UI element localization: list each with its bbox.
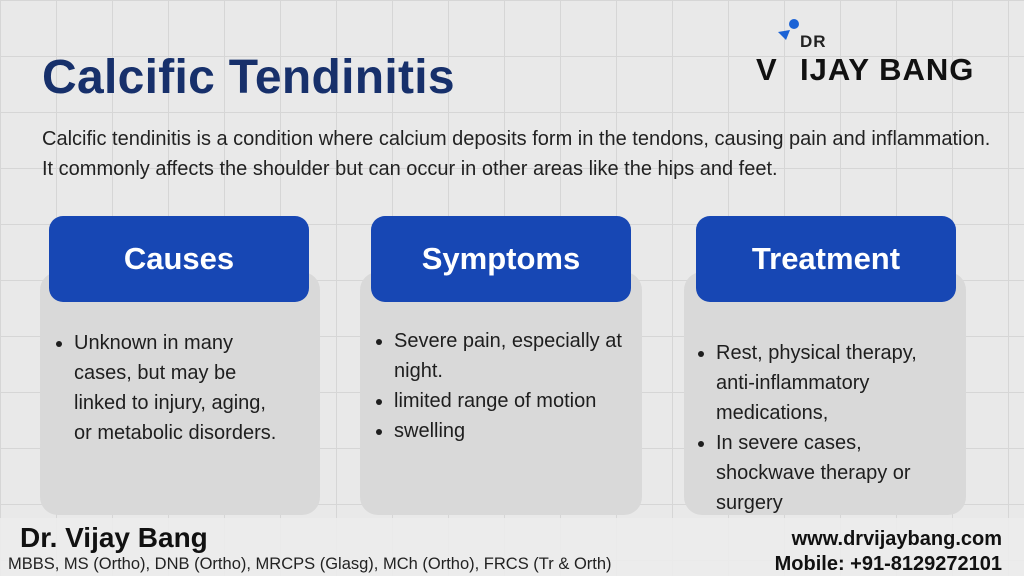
website-link[interactable]: www.drvijaybang.com	[791, 528, 1002, 550]
treatment-card	[684, 272, 966, 515]
treatment-heading: Treatment	[696, 216, 956, 302]
symptoms-heading: Symptoms	[371, 216, 631, 302]
causes-heading: Causes	[49, 216, 309, 302]
symptoms-list	[374, 326, 634, 446]
causes-list	[54, 328, 284, 448]
footer	[0, 518, 1024, 576]
treatment-list	[696, 338, 958, 518]
brand-logo	[756, 18, 996, 88]
list-item: Unknown in many cases, but may be linked to injury, aging, or metabolic disorders.	[54, 328, 284, 448]
list-item: limited range of motion	[374, 386, 634, 416]
intro-paragraph: Calcific tendinitis is a condition where calcium deposits form in the tendons, causing pain and inflammation. It commonly affects the shoulder but can occur in other areas like the hips and feet.	[42, 128, 991, 180]
doctor-name: Dr. Vijay Bang	[20, 522, 208, 553]
causes-card	[40, 272, 320, 515]
logo-initial: V	[756, 52, 777, 87]
list-item: Severe pain, especially at night.	[374, 326, 634, 386]
list-item: swelling	[374, 416, 634, 446]
logo-name: IJAY BANG	[800, 52, 975, 87]
list-item: Rest, physical therapy, anti-inflammatory medications,	[696, 338, 958, 428]
doctor-qualifications: MBBS, MS (Ortho), DNB (Ortho), MRCPS (Glasg), MCh (Ortho), FRCS (Tr & Orth)	[8, 555, 612, 573]
symptoms-card	[360, 272, 642, 515]
mobile-number[interactable]: Mobile: +91-8129272101	[774, 553, 1002, 575]
list-item: In severe cases, shockwave therapy or surgery	[696, 428, 958, 518]
page-title: Calcific Tendinitis	[42, 51, 455, 104]
logo-prefix: DR	[800, 32, 827, 51]
